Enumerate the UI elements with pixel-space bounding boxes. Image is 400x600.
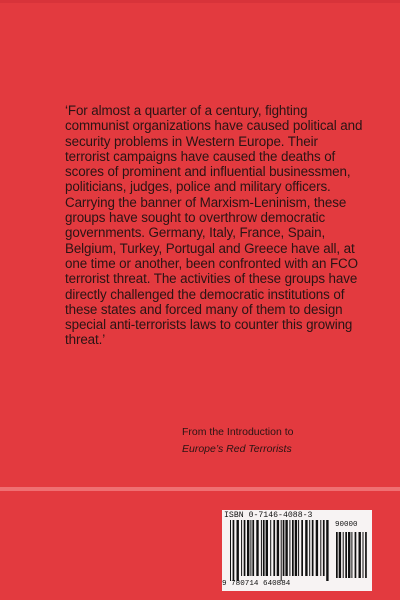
barcode-bar <box>283 520 285 576</box>
barcode-bar <box>320 520 321 576</box>
barcode-bar <box>309 520 310 576</box>
barcode-bar <box>273 520 275 576</box>
barcode-bar <box>336 532 338 578</box>
barcode-bar <box>233 520 235 581</box>
addon-number: 90000 <box>335 521 358 529</box>
barcode-bar <box>247 520 249 576</box>
barcode-bar <box>270 520 271 576</box>
barcode-bar <box>316 520 318 576</box>
barcode-bar <box>266 520 268 576</box>
barcode-bar <box>301 520 303 576</box>
attribution <box>182 424 382 458</box>
barcode-bar <box>277 520 279 576</box>
barcode-bar <box>298 520 299 576</box>
isbn-barcode <box>222 510 372 591</box>
attribution-line: From the Introduction to <box>182 426 294 438</box>
barcode-bar <box>343 532 344 578</box>
barcode-bar <box>261 520 262 576</box>
barcode-bar <box>345 532 347 578</box>
barcode-bar <box>365 532 367 578</box>
decorative-stripe <box>0 487 400 491</box>
barcode-bar <box>244 520 246 576</box>
barcode-bar <box>323 520 325 576</box>
back-cover-quote: ‘For almost a quarter of a century, fighting communist organizations have caused political and security problems in Western Europe. Their terrorist campaigns have caused the deaths of scores of prominent and influential businessmen, politicians, judges, police and military officers. Carrying the banner of Marxism-Leninism, these groups have sought to overthrow democratic governments. Germany, Italy, France, Spain, Belgium, Turkey, Portugal and Greece have all, at one time or another, been confronted with an FCO terrorist threat. The activities of these groups have directly challenged the democratic institutions of these states and forced many of them to design special anti-terrorists laws to counter this growing threat.’ <box>65 103 363 348</box>
addon-barcode-bars <box>336 532 368 578</box>
barcode-bar <box>351 532 352 578</box>
barcode-bar <box>355 532 357 578</box>
isbn-label: ISBN 0-7146-4088-3 <box>224 511 313 520</box>
barcode-bar <box>289 520 290 576</box>
ean-barcode-bars <box>230 520 330 582</box>
barcode-bar <box>285 520 287 576</box>
barcode-bar <box>292 520 294 576</box>
barcode-bar <box>237 520 239 581</box>
barcode-bar <box>326 520 328 581</box>
barcode-bar <box>252 520 254 576</box>
barcode-bar <box>348 532 350 578</box>
barcode-bar <box>359 532 361 578</box>
barcode-bar <box>305 520 307 576</box>
barcode-bar <box>339 532 341 578</box>
barcode-bar <box>256 520 258 576</box>
attribution-book-title: Europe’s Red Terrorists <box>182 443 292 455</box>
barcode-bar <box>312 520 314 576</box>
barcode-bar <box>281 520 282 581</box>
barcode-bar <box>241 520 242 576</box>
barcode-bar <box>250 520 251 576</box>
top-edge <box>0 0 400 3</box>
barcode-bar <box>363 532 364 578</box>
barcode-bar <box>230 520 231 581</box>
barcode-bar <box>295 520 297 576</box>
barcode-bar <box>263 520 265 576</box>
ean-number: 9 780714 640884 <box>222 580 291 588</box>
